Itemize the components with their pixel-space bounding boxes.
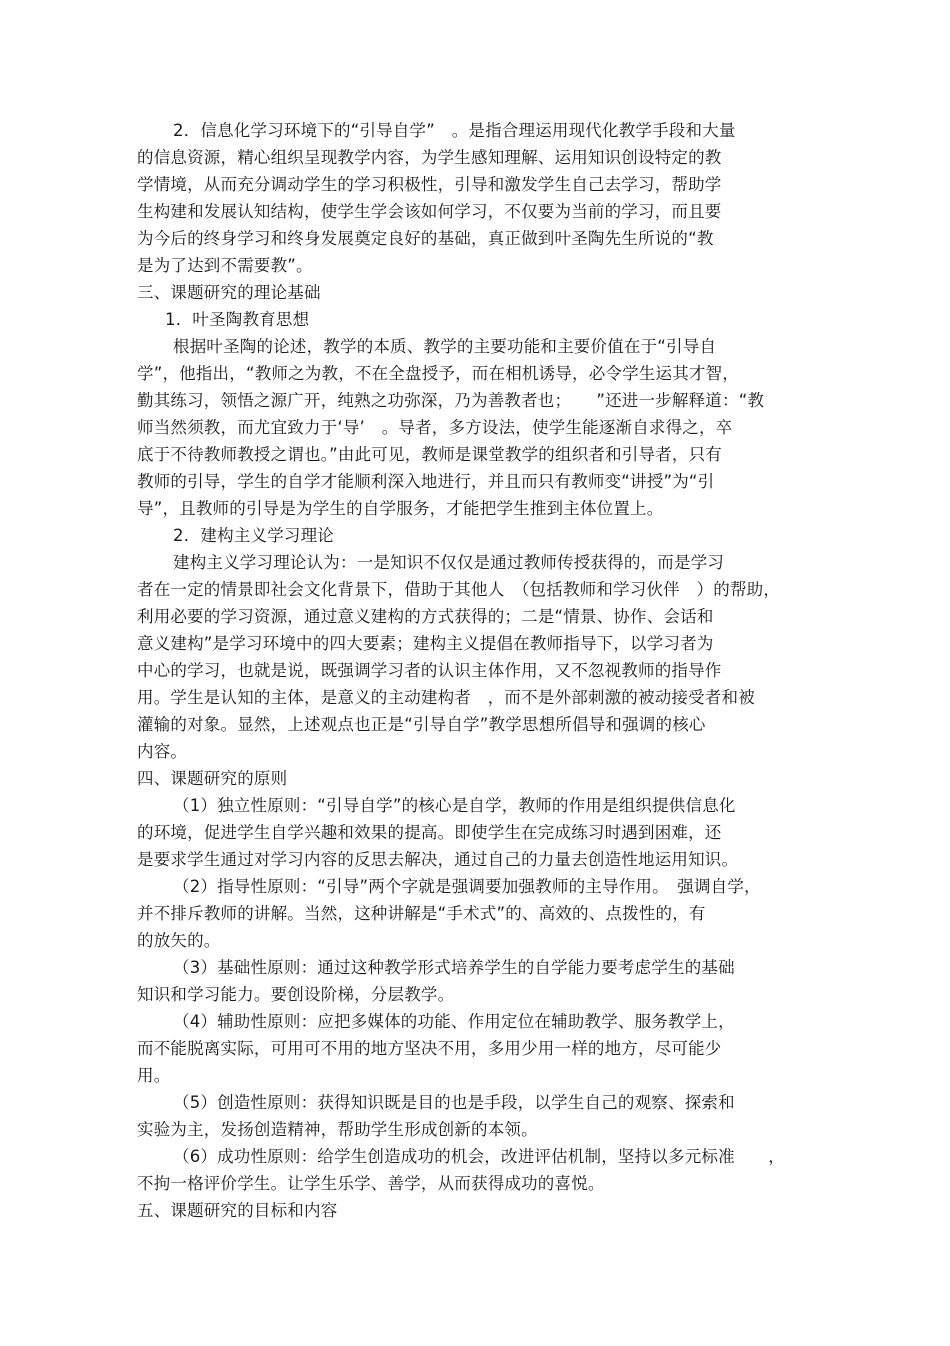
paragraph-line: 者在一定的情景即社会文化背景下，借助于其他人 （包括教师和学习伙伴 ）的帮助，: [137, 580, 781, 599]
paragraph-line: 建构主义学习理论认为：一是知识不仅仅是通过教师传授获得的，而是学习: [173, 553, 725, 572]
subsection-heading: 2．建构主义学习理论: [173, 526, 334, 545]
paragraph-line: 的环境，促进学生自学兴趣和效果的提高。即使学生在完成练习时遇到困难，还: [137, 823, 722, 842]
paragraph-line: 实验为主，发扬创造精神，帮助学生形成创新的本领。: [137, 1120, 538, 1139]
section-heading: 五、课题研究的目标和内容: [137, 1201, 338, 1220]
principle-item: （2）指导性原则：“引导”两个字就是强调要加强教师的主导作用。 强调自学，: [173, 877, 761, 896]
paragraph-line: 师当然须教，而尤宜致力于‘导’ 。导者，多方设法，使学生能逐渐自求得之，卒: [137, 418, 733, 437]
principle-item: （4）辅助性原则：应把多媒体的功能、作用定位在辅助教学、服务教学上，: [173, 1012, 735, 1031]
paragraph-line: 是为了达到不需要教”。: [137, 256, 313, 275]
paragraph-line: 用。: [137, 1066, 171, 1085]
paragraph-line: 生构建和发展认知结构，使学生学会该如何学习，不仅要为当前的学习，而且要: [137, 202, 722, 221]
paragraph-line: 中心的学习，也就是说，既强调学习者的认识主体作用，又不忽视教师的指导作: [137, 661, 722, 680]
paragraph-line: 教师的引导，学生的自学才能顺利深入地进行，并且而只有教师变“讲授”为“引: [137, 472, 715, 491]
paragraph-line: 而不能脱离实际，可用可不用的地方坚决不用，多用少用一样的地方，尽可能少: [137, 1039, 722, 1058]
paragraph-line: 并不排斥教师的讲解。当然，这种讲解是“手术式”的、高效的、点拨性的，有: [137, 904, 706, 923]
paragraph-line: 为今后的终身学习和终身发展奠定良好的基础，真正做到叶圣陶先生所说的“教: [137, 229, 714, 248]
paragraph-line: 利用必要的学习资源，通过意义建构的方式获得的；二是“情景、协作、会话和: [137, 607, 714, 626]
paragraph-line: 勤其练习，领悟之源广开，纯熟之功弥深，乃为善教者也； ”还进一步解释道：“教: [137, 391, 765, 410]
subsection-heading: 1．叶圣陶教育思想: [165, 310, 310, 329]
paragraph-line: 意义建构”是学习环境中的四大要素；建构主义提倡在教师指导下，以学习者为: [137, 634, 714, 653]
paragraph-line: 根据叶圣陶的论述，教学的本质、教学的主要功能和主要价值在于“引导自: [173, 337, 717, 356]
paragraph-line: 学情境，从而充分调动学生的学习积极性，引导和激发学生自己去学习，帮助学: [137, 175, 722, 194]
paragraph-line: 的信息资源，精心组织呈现教学内容，为学生感知理解、运用知识创设特定的教: [137, 148, 722, 167]
principle-item: （1）独立性原则：“引导自学”的核心是自学，教师的作用是组织提供信息化: [173, 796, 736, 815]
paragraph-line: 学”，他指出，“教师之为教，不在全盘授予，而在相机诱导，必令学生运其才智，: [137, 364, 739, 383]
paragraph-line: 知识和学习能力。要创设阶梯，分层教学。: [137, 985, 455, 1004]
paragraph-line: 不拘一格评价学生。让学生乐学、善学，从而获得成功的喜悦。: [137, 1174, 605, 1193]
paragraph-line: 用。学生是认知的主体，是意义的主动建构者 ，而不是外部刺激的被动接受者和被: [137, 688, 755, 707]
paragraph-line: 2．信息化学习环境下的“引导自学” 。是指合理运用现代化教学手段和大量: [173, 121, 736, 140]
paragraph-line: 内容。: [137, 742, 188, 761]
paragraph-line: 是要求学生通过对学习内容的反思去解决，通过自己的力量去创造性地运用知识。: [137, 850, 739, 869]
paragraph-line: 的放矢的。: [137, 931, 221, 950]
principle-item: （6）成功性原则：给学生创造成功的机会，改进评估机制，坚持以多元标准 ，: [173, 1147, 785, 1166]
principle-item: （3）基础性原则：通过这种教学形式培养学生的自学能力要考虑学生的基础: [173, 958, 735, 977]
paragraph-line: 导”，且教师的引导是为学生的自学服务，才能把学生推到主体位置上。: [137, 499, 664, 518]
section-heading: 三、课题研究的理论基础: [137, 283, 321, 302]
paragraph-line: 底于不待教师教授之谓也。”由此可见，教师是课堂教学的组织者和引导者，只有: [137, 445, 722, 464]
principle-item: （5）创造性原则：获得知识既是目的也是手段，以学生自己的观察、探索和: [173, 1093, 735, 1112]
paragraph-line: 灌输的对象。显然，上述观点也正是“引导自学”教学思想所倡导和强调的核心: [137, 715, 706, 734]
section-heading: 四、课题研究的原则: [137, 769, 288, 788]
